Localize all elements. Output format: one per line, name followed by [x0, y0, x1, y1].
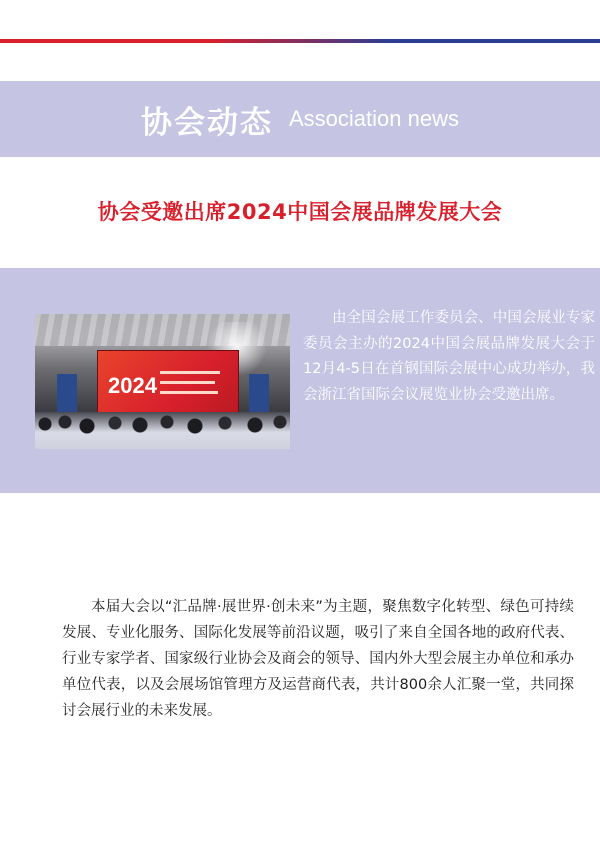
photo-screen-line [160, 391, 218, 394]
photo-screen-year: 2024 [108, 373, 157, 398]
photo-stage-screen [97, 350, 239, 418]
article-headline: 协会受邀出席2024中国会展品牌发展大会 [97, 200, 503, 224]
photo-screen-line [160, 371, 220, 374]
section-header-band [0, 81, 600, 157]
photo-audience [35, 412, 290, 449]
top-divider-rule [0, 39, 600, 43]
intro-band [0, 268, 600, 493]
body-paragraph: 本届大会以“汇品牌·展世界·创未来”为主题，聚焦数字化转型、绿色可持续发展、专业化服务、国际化发展等前沿议题，吸引了来自全国各地的政府代表、行业专家学者、国家级行业协会及商会的领导、国内外大型会展主办单位和承办单位代表，以及会展场馆管理方及运营商代表，共计800余人汇聚一堂，共同探讨会展行业的未来发展。 [62, 599, 574, 719]
conference-photo [35, 314, 290, 449]
photo-screen-line [160, 381, 215, 384]
intro-paragraph: 由全国会展工作委员会、中国会展业专家委员会主办的2024中国会展品牌发展大会于12月4-5日在首钢国际会展中心成功举办，我会浙江省国际会议展览业协会受邀出席。 [303, 310, 595, 403]
section-title-en: Association news [289, 106, 459, 131]
photo-side-screen-right [249, 374, 269, 414]
photo-side-screen-left [57, 374, 77, 414]
section-title-cn: 协会动态 [141, 104, 273, 141]
